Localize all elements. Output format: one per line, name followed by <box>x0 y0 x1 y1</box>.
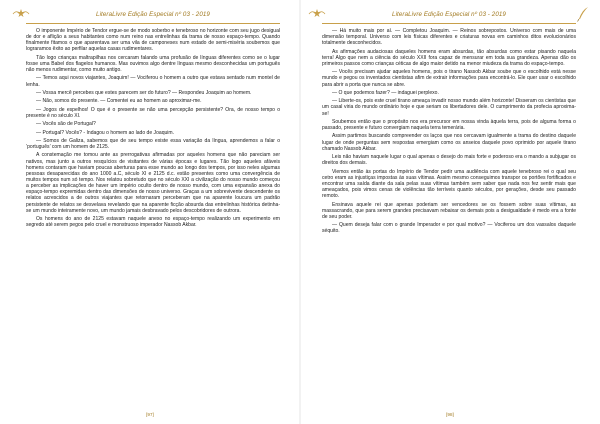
left-header-title: LiteraLivre Edição Especial nº 03 - 2019 <box>96 11 210 18</box>
right-header-rule <box>322 23 576 24</box>
right-page-header <box>322 6 576 23</box>
paragraph: — Quem deseja falar com o grande Imperador e por qual motivo? — Vociferou um dos vassalos daquele séquito. <box>322 222 576 235</box>
paragraph: — Vossa mercê percebes que estes parecem ser do futuro? — Respondeu Joaquim ao homem. <box>36 89 252 96</box>
paragraph: A constemação me tomou ante as prerrogativas afirmadas por aqueles homens que não pareciam ser nativos, mas junto a outros resquícios de visitantes de várias épocas e lugares. Tão logo aqueles afáveis homens contaram que haviam poucas aberturas para esse mundo ao longo dos tempos, por isso neles algumas pessoas desaparecidas do ano 1000 a.C, século XI e 2125 d.c. estão presentes como uma convergência de muitos tempos num só tempo. Nos relatou sobretudo que no século XXI a civilização do nosso mundo começou a perceber as implicações de haver um império oculto dentro de nosso mundo, com uma expansão anexa do espaço-tempo expremidas dentro das dimensões de nosso universo. Graças a um sobrevivente descendente os relatos acrescidos a de outros viajantes que retornaram perceberam que na aparente loucura um padrão persistente de relatos se desvelava revelando que na aparente ficção absurda das entrelinhas histórica detinha-se um mundo inteiramente novo, um mundo jamais desbravado pelos descobridores de outrora. <box>26 152 280 214</box>
paragraph: — Temos aqui novos viajantes, Joaquim! — Vociferou o homem a outro que estava sentado num montel de lenha. <box>26 75 280 88</box>
left-page-body <box>26 28 280 228</box>
left-header-rule <box>26 23 280 24</box>
paragraph: Tão logo crianças maltrapilhas nos cercaram falando uma profusão de línguas diferentes como se o lugar fosse uma Babel dos flagelos humanos. Mas ouvimos algo dentre línguas mesmo desconhecidas um português não menos rudimentar, como muito antigo. <box>26 54 280 74</box>
left-page-number: [97] <box>146 412 154 417</box>
paragraph: — Vocês são de Portugal? <box>36 121 96 128</box>
paragraph: Assim partimos buscando compreender os laços que nos cercavam igualmente a trama do destino daquele lugar de onde perguntas sem respostas emergiam como os anseios daquele povo oprimido por aquele tirano chamado Nassob Akbar. <box>322 133 576 152</box>
paragraph: Viemos então às portas do Império de Tendor pedir uma audiência com aquele tenebroso rei o qual seu cetro eram as injustiças impostas às suas vítimas. Assim mesmo conseguimos transpor os portões fortificados e encontrar uma saída diante da sala pelas suas vítimas também sem saber que nada nos fez sentir mais que ameaçados, pois vimos cenas de violências tão terríveis quanto séculos, por gerações, desde seu passado remoto. <box>322 168 576 200</box>
emblem-icon <box>12 7 30 21</box>
right-page <box>300 0 600 424</box>
paragraph: As afirmações audaciosas daqueles homens eram absurdas, tão absurdas como estar pisando naquela terra! Algo que nem a ciência do século XXII fora capaz de mensurar em toda sua grandeza. Apenas dão os primeiros passos como crianças céticas de algo maior detido na menor miudeza da trama do espaço-tempo. <box>322 48 576 67</box>
right-page-number: [98] <box>446 412 454 417</box>
left-page-header <box>26 6 280 23</box>
right-header-title: LiteraLivre Edição Especial nº 03 - 2019 <box>392 11 506 18</box>
paragraph: Os homens do ano de 2125 estavam naquele anexo no espaço-tempo realizando um experimento em segredo até serem pegos pelo cruel e monstruoso imperador Nassob Akbar. <box>26 216 280 229</box>
paragraph: — Jogos de espelhos! O que é o presente se não uma percepção persistente? Ora, de nosso tempo o presente é no século XI. <box>26 106 280 119</box>
paragraph: Leis não haviam naquele lugar o qual apenas o desejo do mais forte e poderoso era o mando a subjugar os direitos dos demais. <box>322 154 576 167</box>
emblem-icon <box>308 7 326 21</box>
paragraph: — Não, somos do presente. — Comentei eu ao homem ao aproximar-me. <box>36 98 202 105</box>
paragraph: — O que podemos fazer? — indaguei perplexo. <box>332 89 439 96</box>
paragraph: Ensinava aquele rei que apenas poderiam ser vencedores se os fossem sobre suas vítimas, as massacrando, que para serem grandes precisavam rebaixar os demais pois a desigualdade é medo era a fonte de seu poder. <box>322 201 576 220</box>
paragraph: — Somos de Galiza, sabemos que de seu tempo existe essa variação da língua, aprendemos a falar o ‘português’ com um homem de 2125. <box>26 137 280 150</box>
paragraph: O imponente Império de Tendor ergue-se de modo soberbo e tenebroso no horizonte com seu jugo desigual de dor e aflição a seus habitantes como num reino nas entrelinhas da trama de nosso espaço-tempo. Quando finalmente fitamos o que aparentava ser uma vila de camponeses num estado de semi-miséria soubemos que lograramos êxito ao perfilar aquelas casas rudimentares. <box>26 28 280 53</box>
paragraph: — Liberte-os, pois este cruel tirano ameaça invadir nosso mundo além horizonte! Disseram os cientistas que um casal viria do mundo ordinário hoje e que seriam os libertadores dele. O cumprimento da profecia aproxima-se! <box>322 98 576 117</box>
quill-icon <box>576 6 590 22</box>
paragraph: — Há muito mais por aí. — Completou Joaquim. — Reinos sobrepostos. Universo com mais de uma dimensão temporal. Universo com leis físicas diferentes e criaturas novas em caminhos ditos evolucionários totalmente desconhecidos. <box>322 28 576 47</box>
paragraph: Soubemos então que o propósito nos era precursor em nossa vinda àquela terra, pois de alguma forma o passado, presente e futuro convergiam naquela terra temerária. <box>322 118 576 132</box>
right-page-body <box>322 28 576 235</box>
paragraph: — Portugal? Vocês? - Indagou o homem ao lado de Joaquim. <box>36 129 175 136</box>
paragraph: — Vocês precisam ajudar aqueles homens, pois o tirano Nassob Akbar soube que o escolhido está nesse mundo e pegou os inventados cientistas afim de extrair informações para encontrá-lo. Ele quer usar o escolhido para abrir a porta que nunca se abre. <box>322 69 576 88</box>
